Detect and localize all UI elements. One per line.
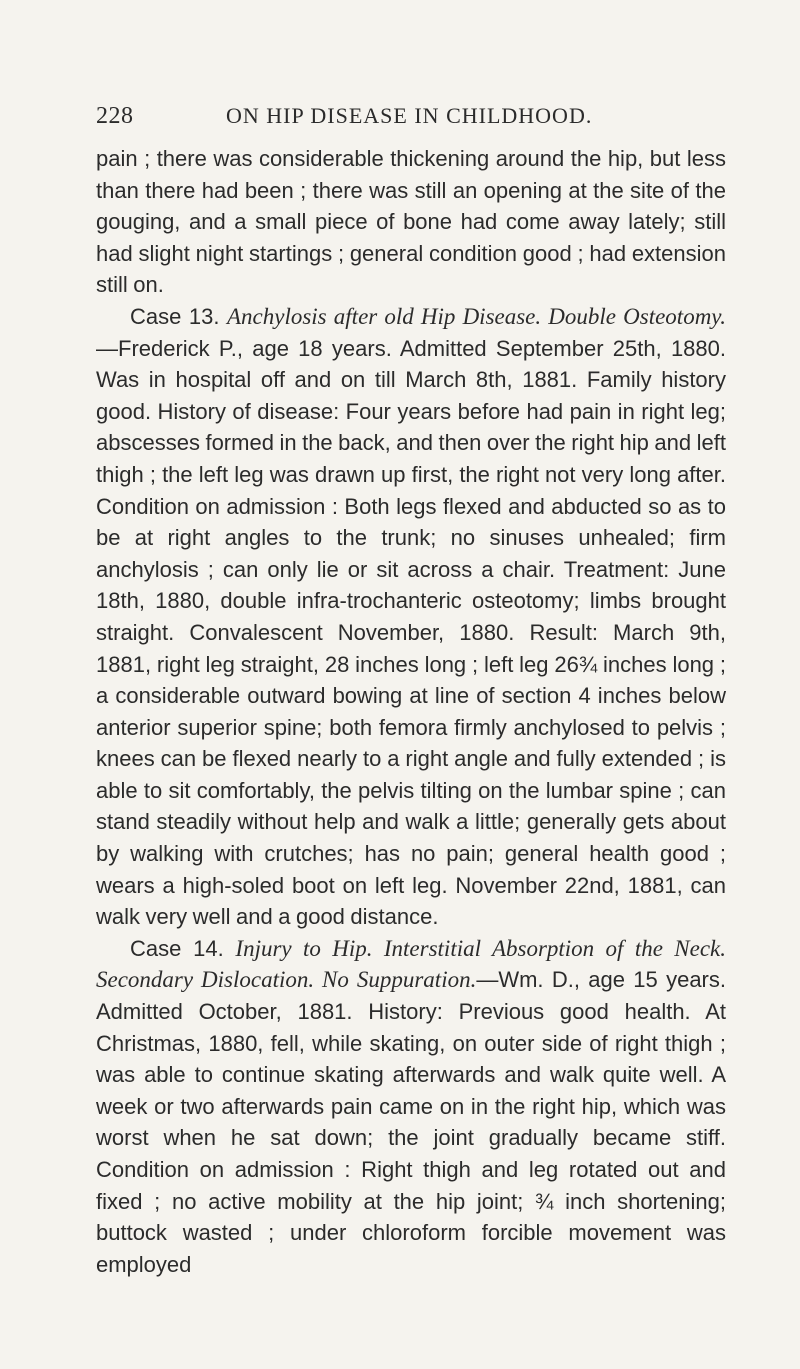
body-text bbox=[96, 143, 726, 1280]
case-13-title: Anchylosis after old Hip Disease. Double Osteotomy. bbox=[226, 303, 726, 329]
case-13-body: —Frederick P., age 18 years. Admitted September 25th, 1880. Was in hospital off and on till March 8th, 1881. Family history good. History of disease: Four years before had pain in right leg; abscesses formed in the back, and then over the right hip and left thigh ; the left leg was drawn up first, the right not very long after. Condition on admission : Both legs flexed and abducted so as to be at right angles to the trunk; no sinuses unhealed; firm anchylosis ; can only lie or sit across a chair. Treatment: June 18th, 1880, double infra-trochanteric osteotomy; limbs brought straight. Convalescent November, 1880. Result: March 9th, 1881, right leg straight, 28 inches long ; left leg 26¾ inches long ; a considerable outward bowing at line of section 4 inches below anterior superior spine; both femora firmly anchylosed to pelvis ; knees can be flexed nearly to a right angle and fully extended ; is able to sit comfortably, the pelvis tilting on the lumbar spine ; can stand steadily without help and walk a little; generally gets about by walking with crutches; has no pain; general health good ; wears a high-soled boot on left leg. November 22nd, 1881, can walk very well and a good distance. bbox=[96, 335, 726, 930]
case-14-label: Case 14. bbox=[130, 935, 236, 961]
page-header bbox=[96, 103, 726, 143]
paragraph-case-14 bbox=[96, 933, 726, 1281]
case-13-label: Case 13. bbox=[130, 303, 227, 329]
page-number: 228 bbox=[96, 103, 134, 129]
running-title: ON HIP DISEASE IN CHILDHOOD. bbox=[226, 103, 593, 128]
paragraph-case-13 bbox=[96, 301, 726, 933]
case-14-title: Injury to Hip. Interstitial Absorption of the Neck. Secondary Dislocation. No Suppuration. bbox=[96, 935, 727, 993]
case-14-body: —Wm. D., age 15 years. Admitted October, 1881. History: Previous good health. At Christmas, 1880, fell, while skating, on outer side of right thigh ; was able to continue skating afterwards and walk quite well. A week or two afterwards pain came on in the right hip, which was worst when he sat down; the joint gradually became stiff. Condition on admission : Right thigh and leg rotated out and fixed ; no active mobility at the hip joint; ¾ inch shortening; buttock wasted ; under chloroform forcible movement was employed bbox=[96, 967, 726, 1277]
paragraph-continuation: pain ; there was considerable thickening around the hip, but less than there had been ; there was still an opening at the site of the gouging, and a small piece of bone had come away lately; still had slight night startings ; general condition good ; had extension still on. bbox=[96, 146, 726, 298]
